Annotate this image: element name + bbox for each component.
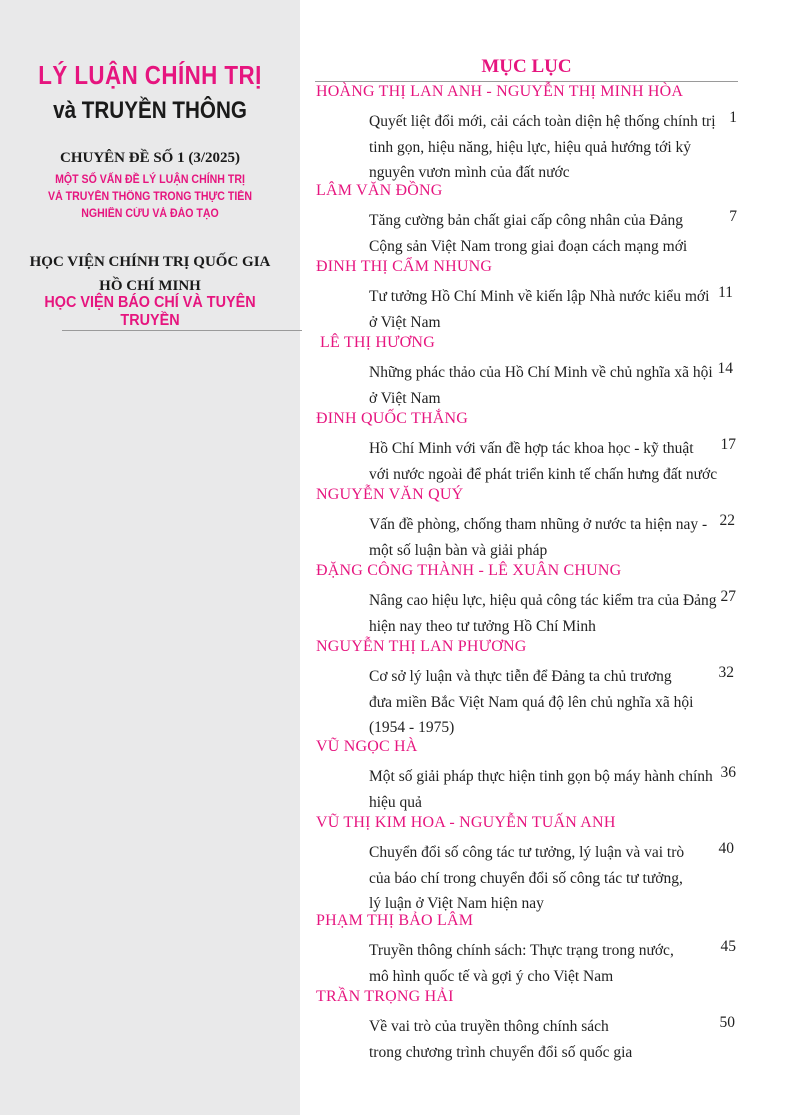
toc-author: HOÀNG THỊ LAN ANH - NGUYỄN THỊ MINH HÒA: [316, 83, 684, 100]
toc-article-title: [369, 664, 693, 741]
toc-author: NGUYỄN THỊ LAN PHƯƠNG: [316, 638, 527, 655]
toc-title-line: Về vai trò của truyền thông chính sách: [369, 1018, 609, 1035]
journal-subtitle: và TRUYỀN THÔNG: [53, 97, 247, 124]
toc-author: LÂM VĂN ĐỒNG: [316, 182, 443, 199]
toc-author: TRẦN TRỌNG HẢI: [316, 988, 454, 1005]
toc-page-number: 22: [719, 512, 735, 529]
toc-page-number: 36: [720, 764, 736, 781]
toc-title-line: ở Việt Nam: [369, 389, 441, 407]
toc-author: NGUYỄN VĂN QUÝ: [316, 486, 464, 503]
sidebar-divider: [62, 330, 302, 331]
toc-article-title: [369, 840, 684, 917]
issue-topic-line: NGHIÊN CỨU VÀ ĐÀO TẠO: [81, 208, 219, 220]
toc-title-line: của báo chí trong chuyển đổi số công tác tư tưởng,: [369, 869, 683, 887]
toc-article-title: [369, 1014, 632, 1065]
toc-title-line: Những phác thảo của Hồ Chí Minh về chủ nghĩa xã hội: [369, 364, 713, 381]
toc-author: LÊ THỊ HƯƠNG: [320, 334, 435, 351]
toc-author: ĐẶNG CÔNG THÀNH - LÊ XUÂN CHUNG: [316, 562, 622, 579]
issue-topic-line: MỘT SỐ VẤN ĐỀ LÝ LUẬN CHÍNH TRỊ: [55, 174, 245, 186]
toc-title-line: hiện nay theo tư tưởng Hồ Chí Minh: [369, 617, 596, 635]
toc-article-title: [369, 360, 713, 411]
toc-title-line: trong chương trình chuyển đổi số quốc gia: [369, 1043, 633, 1061]
toc-title-line: Cộng sản Việt Nam trong giai đoạn cách mạng mới: [369, 237, 688, 255]
toc-page-number: 17: [720, 436, 736, 453]
toc-article-title: [369, 436, 717, 487]
toc-title-line: Tăng cường bản chất giai cấp công nhân của Đảng: [369, 212, 683, 229]
toc-title-line: Quyết liệt đổi mới, cải cách toàn diện hệ thống chính trị: [369, 113, 716, 130]
toc-title-line: với nước ngoài để phát triển kinh tế chấn hưng đất nước: [369, 465, 718, 483]
toc-page-number: 7: [729, 208, 737, 225]
toc-page-number: 27: [720, 588, 736, 605]
issue-topic-line: VÀ TRUYỀN THÔNG TRONG THỰC TIỄN: [48, 191, 252, 203]
toc-title-line: đưa miền Bắc Việt Nam quá độ lên chủ nghĩa xã hội: [369, 693, 694, 711]
toc-heading: MỤC LỤC: [481, 56, 572, 77]
toc-title-line: Tư tưởng Hồ Chí Minh về kiến lập Nhà nước kiểu mới: [369, 288, 710, 305]
toc-article-title: [369, 588, 717, 639]
toc-page-number: 45: [720, 938, 736, 955]
toc-page-number: 32: [718, 664, 734, 681]
toc-title-line: (1954 - 1975): [369, 719, 455, 736]
toc-title-line: Nâng cao hiệu lực, hiệu quả công tác kiểm tra của Đảng: [369, 592, 717, 609]
toc-page-number: 1: [729, 109, 737, 126]
toc-article-title: [369, 284, 709, 335]
toc-page-number: 50: [719, 1014, 735, 1031]
toc-title-line: Cơ sở lý luận và thực tiễn để Đảng ta chủ trương: [369, 668, 672, 685]
toc-author: ĐINH THỊ CẨM NHUNG: [316, 258, 493, 275]
toc-page-number: 40: [718, 840, 734, 857]
toc-title-line: Vấn đề phòng, chống tham nhũng ở nước ta hiện nay -: [369, 516, 708, 533]
toc-title-line: hiệu quả: [369, 793, 422, 811]
toc-title-line: lý luận ở Việt Nam hiện nay: [369, 895, 544, 912]
sidebar-panel: [0, 0, 300, 1115]
toc-author: VŨ THỊ KIM HOA - NGUYỄN TUẤN ANH: [316, 814, 616, 831]
publisher-line: HỒ CHÍ MINH: [99, 278, 201, 294]
toc-title-line: Chuyển đổi số công tác tư tưởng, lý luận và vai trò: [369, 844, 685, 861]
toc-article-title: [369, 208, 687, 259]
issue-topic: [0, 172, 300, 223]
toc-title-line: tinh gọn, hiệu năng, hiệu lực, hiệu quả hướng tới kỷ: [369, 138, 692, 156]
toc-article-title: [369, 764, 713, 815]
toc-author: PHẠM THỊ BẢO LÂM: [316, 912, 474, 929]
toc-title-line: nguyên vươn mình của đất nước: [369, 164, 570, 181]
issue-label: CHUYÊN ĐỀ SỐ 1 (3/2025): [59, 150, 240, 166]
toc-title-line: ở Việt Nam: [369, 313, 441, 331]
publisher-primary: [0, 250, 300, 298]
toc-title-line: Hồ Chí Minh với vấn đề hợp tác khoa học - kỹ thuật: [369, 440, 694, 457]
toc-title-line: mô hình quốc tế và gợi ý cho Việt Nam: [369, 967, 614, 985]
journal-title: LÝ LUẬN CHÍNH TRỊ: [38, 60, 262, 90]
toc-author: ĐINH QUỐC THẮNG: [316, 410, 469, 427]
toc-author: VŨ NGỌC HÀ: [316, 738, 418, 755]
publisher-secondary-text: HỌC VIỆN BÁO CHÍ VÀ TUYÊN TRUYỀN: [44, 294, 256, 329]
toc-title-line: Một số giải pháp thực hiện tinh gọn bộ máy hành chính: [369, 768, 713, 785]
publisher-line: HỌC VIỆN CHÍNH TRỊ QUỐC GIA: [29, 254, 271, 270]
toc-page-number: 11: [718, 284, 733, 301]
toc-article-title: [369, 109, 716, 186]
toc-title-line: một số luận bàn và giải pháp: [369, 541, 548, 559]
publisher-secondary: [0, 294, 300, 330]
toc-divider: [315, 81, 738, 82]
toc-article-title: [369, 512, 707, 563]
toc-page-number: 14: [717, 360, 733, 377]
toc-title-line: Truyền thông chính sách: Thực trạng trong nước,: [369, 942, 674, 959]
toc-article-title: [369, 938, 674, 989]
